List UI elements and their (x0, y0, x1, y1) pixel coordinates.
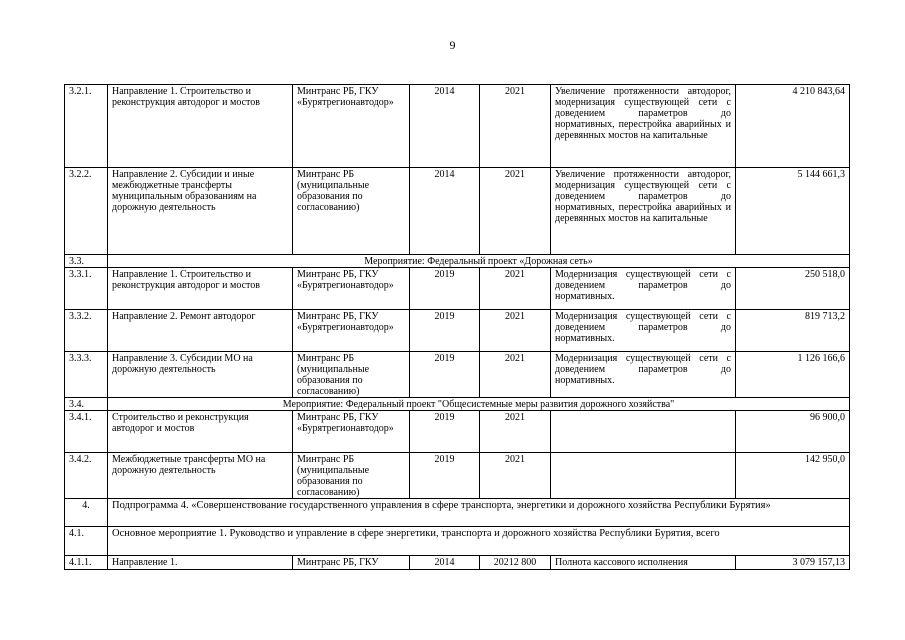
table-row (65, 352, 850, 398)
section-heading-cell: Мероприятие: Федеральный проект «Дорожная сеть» (108, 255, 850, 268)
section-heading-cell: Подпрограмма 4. «Совершенствование государственного управления в сфере транспорта, энергетики и дорожного хозяйства Республики Бурятия» (108, 499, 850, 527)
expected-result-cell: Модернизация существующей сети с доведением параметров до нормативных. (551, 352, 736, 398)
expected-result-cell: Модернизация существующей сети с доведением параметров до нормативных. (551, 310, 736, 352)
row-number-cell: 3.3.2. (65, 310, 108, 352)
measure-name-cell: Направление 2. Субсидии и иные межбюджетные трансферты муниципальным образованиям на дорожную деятельность (108, 168, 293, 255)
table-row (65, 411, 850, 453)
measure-name-cell: Направление 1. Строительство и реконструкция автодорог и мостов (108, 85, 293, 168)
end-year-cell: 2021 (480, 268, 551, 310)
end-year-cell: 2021 (480, 411, 551, 453)
expected-result-cell (551, 411, 736, 453)
responsible-org-cell: Минтранс РБ, ГКУ «Бурятрегионавтодор» (293, 310, 410, 352)
table-row (65, 556, 850, 570)
measure-name-cell: Направление 1. Строительство и реконструкция автодорог и мостов (108, 268, 293, 310)
expected-result-cell (551, 453, 736, 499)
responsible-org-cell: Минтранс РБ (муниципальные образования по согласованию) (293, 168, 410, 255)
amount-cell: 4 210 843,64 (736, 85, 850, 168)
responsible-org-cell: Минтранс РБ, ГКУ (293, 556, 410, 570)
start-year-cell: 2014 (410, 168, 480, 255)
end-year-cell: 2021 (480, 352, 551, 398)
table-row (65, 268, 850, 310)
table-row (65, 310, 850, 352)
amount-cell: 96 900,0 (736, 411, 850, 453)
row-number-cell: 3.3.3. (65, 352, 108, 398)
expected-result-cell: Модернизация существующей сети с доведением параметров до нормативных. (551, 268, 736, 310)
amount-cell: 819 713,2 (736, 310, 850, 352)
row-number-cell: 3.2.2. (65, 168, 108, 255)
row-number-cell: 3.3. (65, 255, 108, 268)
table-row (65, 168, 850, 255)
measure-name-cell: Межбюджетные трансферты МО на дорожную деятельность (108, 453, 293, 499)
amount-cell: 250 518,0 (736, 268, 850, 310)
table-row (65, 499, 850, 527)
amount-cell: 3 079 157,13 (736, 556, 850, 570)
table-row (65, 85, 850, 168)
table-row (65, 527, 850, 556)
start-year-cell: 2019 (410, 310, 480, 352)
start-year-cell: 2019 (410, 352, 480, 398)
section-heading-cell: Основное мероприятие 1. Руководство и управление в сфере энергетики, транспорта и дорожного хозяйства Республики Бурятия, всего (108, 527, 850, 556)
row-number-cell: 3.3.1. (65, 268, 108, 310)
table-row (65, 255, 850, 268)
responsible-org-cell: Минтранс РБ, ГКУ «Бурятрегионавтодор» (293, 411, 410, 453)
row-number-cell: 3.4.2. (65, 453, 108, 499)
measure-name-cell: Направление 3. Субсидии МО на дорожную деятельность (108, 352, 293, 398)
start-year-cell: 2014 (410, 556, 480, 570)
row-number-cell: 4.1.1. (65, 556, 108, 570)
measure-name-cell: Направление 2. Ремонт автодорог (108, 310, 293, 352)
table-row (65, 453, 850, 499)
measure-name-cell: Строительство и реконструкция автодорог и мостов (108, 411, 293, 453)
amount-cell: 5 144 661,3 (736, 168, 850, 255)
row-number-cell: 4. (65, 499, 108, 527)
row-number-cell: 3.4. (65, 398, 108, 411)
responsible-org-cell: Минтранс РБ (муниципальные образования по согласованию) (293, 352, 410, 398)
section-heading-cell: Мероприятие: Федеральный проект "Общесистемные меры развития дорожного хозяйства" (108, 398, 850, 411)
end-year-cell: 2021 (480, 310, 551, 352)
responsible-org-cell: Минтранс РБ, ГКУ «Бурятрегионавтодор» (293, 85, 410, 168)
page-number: 9 (449, 38, 456, 52)
amount-cell: 1 126 166,6 (736, 352, 850, 398)
row-number-cell: 4.1. (65, 527, 108, 556)
start-year-cell: 2019 (410, 411, 480, 453)
end-year-cell: 2021 (480, 85, 551, 168)
start-year-cell: 2019 (410, 268, 480, 310)
measure-name-cell: Направление 1. (108, 556, 293, 570)
expected-result-cell: Полнота кассового исполнения (551, 556, 736, 570)
end-year-cell: 2021 (480, 168, 551, 255)
expected-result-cell: Увеличение протяженности автодорог, модернизация существующей сети с доведением параметров до нормативных, перестройка аварийных и деревянных мостов на капитальные (551, 168, 736, 255)
start-year-cell: 2019 (410, 453, 480, 499)
row-number-cell: 3.4.1. (65, 411, 108, 453)
end-year-cell: 2021 (480, 453, 551, 499)
amount-cell: 142 950,0 (736, 453, 850, 499)
responsible-org-cell: Минтранс РБ, ГКУ «Бурятрегионавтодор» (293, 268, 410, 310)
expected-result-cell: Увеличение протяженности автодорог, модернизация существующей сети с доведением параметров до нормативных, перестройка аварийных и деревянных мостов на капитальные (551, 85, 736, 168)
table-row (65, 398, 850, 411)
program-table (64, 84, 850, 570)
responsible-org-cell: Минтранс РБ (муниципальные образования по согласованию) (293, 453, 410, 499)
start-year-cell: 2014 (410, 85, 480, 168)
row-number-cell: 3.2.1. (65, 85, 108, 168)
end-year-cell: 20212 800 (480, 556, 551, 570)
